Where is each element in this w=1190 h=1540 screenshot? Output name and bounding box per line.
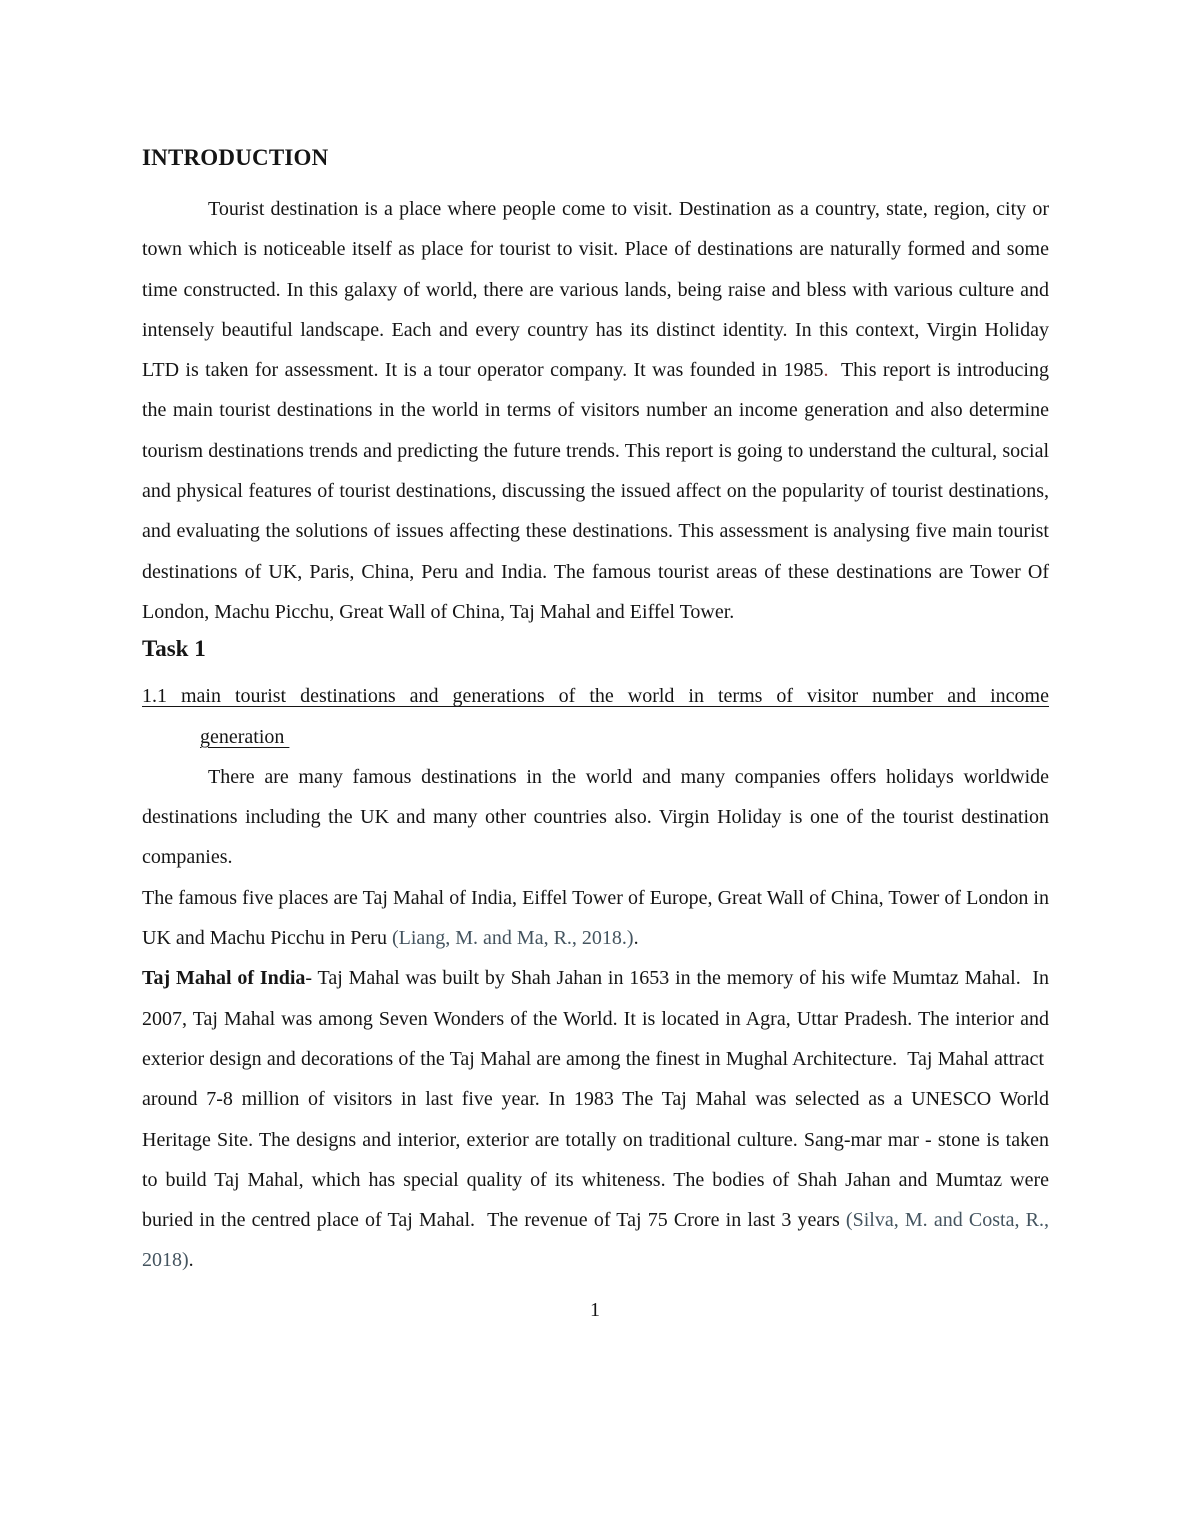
citation-silva: (Silva, M. and Costa, R., 2018) bbox=[142, 1209, 1049, 1272]
intro-paragraph bbox=[142, 189, 1049, 632]
citation-liang: (Liang, M. and Ma, R., 2018.) bbox=[391, 927, 634, 950]
red-period: . bbox=[823, 359, 829, 382]
taj-mahal-text: - Taj Mahal was built by Shah Jahan in 1653 in the memory of his wife Mumtaz Mahal. In 2007, Taj Mahal was among Seven Wonders of the World. It is located in Agra, Uttar Pradesh. The interior and exterior design and decorations of the Taj Mahal are among the finest in Mughal Architecture. Taj Mahal attract around 7-8 million of visitors in last five year. In 1983 The Taj Mahal was selected as a UNESCO World Heritage Site. The designs and interior, exterior are totally on traditional culture. Sang-mar mar - stone is taken to build Taj Mahal, which has special quality of its whiteness. The bodies of Shah Jahan and Mumtaz were buried in the centred place of Taj Mahal. The revenue of Taj 75 Crore in last 3 years bbox=[142, 967, 1049, 1232]
page-number: 1 bbox=[590, 1298, 600, 1321]
task1-heading: Task 1 bbox=[142, 636, 206, 662]
section-1-1-heading-line2 bbox=[142, 717, 1049, 757]
taj-mahal-text-end: . bbox=[188, 1249, 194, 1272]
taj-mahal-paragraph bbox=[142, 958, 1049, 1280]
taj-mahal-bold-lead: Taj Mahal of India bbox=[142, 967, 306, 990]
task1-paragraph-2-text: The famous five places are Taj Mahal of India, Eiffel Tower of Europe, Great Wall of China, Tower of London in UK and Machu Picchu in Peru bbox=[142, 886, 1049, 950]
task1-paragraph-2-end: . bbox=[633, 927, 639, 950]
section-1-1-heading bbox=[142, 676, 1049, 757]
intro-heading: INTRODUCTION bbox=[142, 145, 329, 170]
intro-paragraph-text-2: This report is introducing the main tourist destinations in the world in terms of visitors number an income generation and also determine tourism destinations trends and predicting the future trends. This report is going to understand the cultural, social and physical features of tourist destinations, discussing the issued affect on the popularity of tourist destinations, and evaluating the solutions of issues affecting these destinations. This assessment is analysing five main tourist destinations of UK, Paris, China, Peru and India. The famous tourist areas of these destinations are Tower Of London, Machu Picchu, Great Wall of China, Taj Mahal and Eiffel Tower. bbox=[142, 359, 1049, 623]
section-1-1-heading-line2-text: generation bbox=[200, 725, 290, 748]
section-1-1-heading-line1: 1.1 main tourist destinations and generations of the world in terms of visitor number and income bbox=[142, 685, 1049, 708]
intro-paragraph-text-1: Tourist destination is a place where people come to visit. Destination as a country, state, region, city or town which is noticeable itself as place for tourist to visit. Place of destinations are naturally formed and some time constructed. In this galaxy of world, there are various lands, being raise and bless with various culture and intensely beautiful landscape. Each and every country has its distinct identity. In this context, Virgin Holiday LTD is taken for assessment. It is a tour operator company. It was founded in 1985 bbox=[142, 198, 1049, 382]
task1-paragraph-1: There are many famous destinations in the world and many companies offers holidays worldwide destinations including the UK and many other countries also. Virgin Holiday is one of the tourist destination companies. bbox=[142, 765, 1049, 869]
task1-paragraph-2 bbox=[142, 878, 1049, 959]
